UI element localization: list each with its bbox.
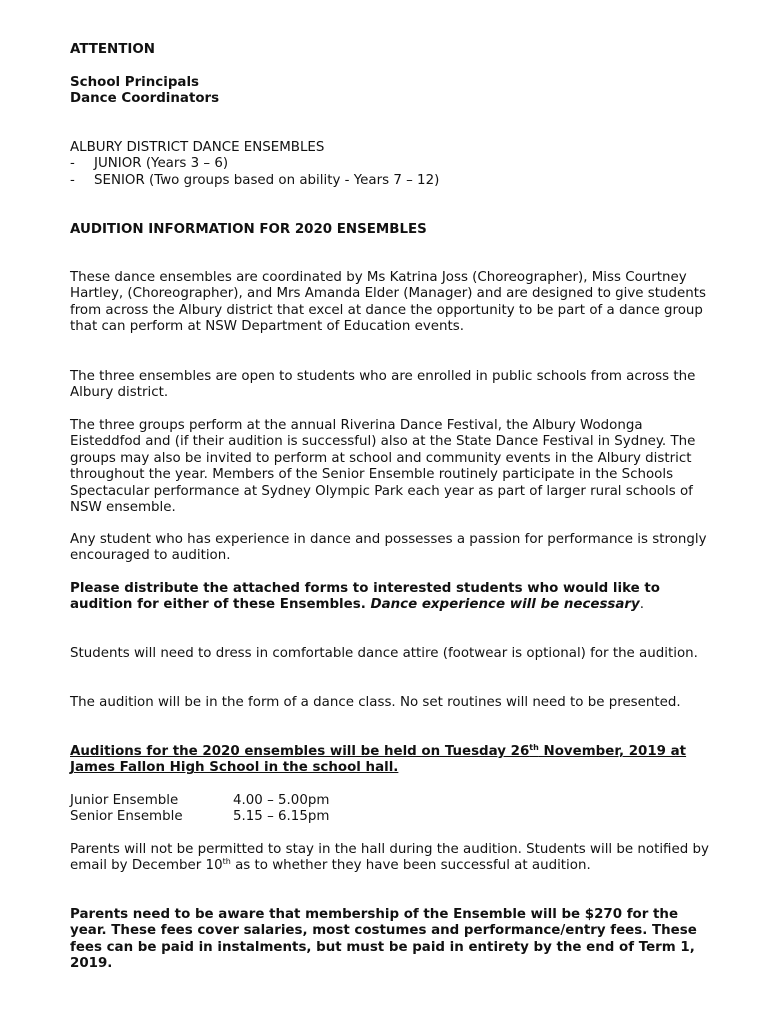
list-item-text: SENIOR (Two groups based on ability - Years 7 – 12) [94, 172, 440, 188]
paragraph-distribute-forms [70, 581, 710, 614]
schedule-row [70, 809, 710, 825]
audition-heading: AUDITION INFORMATION FOR 2020 ENSEMBLES [70, 222, 427, 237]
paragraph-encouragement: Any student who has experience in dance and possesses a passion for performance is strongly encouraged to audition. [70, 532, 707, 564]
list-item-text: JUNIOR (Years 3 – 6) [94, 156, 229, 172]
paragraph-notification [70, 842, 710, 875]
paragraph-coordinators: These dance ensembles are coordinated by Ms Katrina Joss (Choreographer), Miss Courtney Hartley, (Choreographer), and Mrs Amanda Elder (Manager) and are designed to give students from across the Albury district that excel at dance the opportunity to be part of a dance group that can perform at NSW Department of Education events. [70, 270, 706, 335]
notification-part-a: Parents will not be permitted to stay in the hall during the audition. Students will be notified by email by December 10 [70, 842, 709, 874]
distribute-end: . [639, 597, 645, 613]
paragraph-fees: Parents need to be aware that membership of the Ensemble will be $270 for the year. These fees cover salaries, most costumes and performance/entry fees. These fees can be paid in instalments, but must be paid in entirety by the end of Term 1, 2019. [70, 907, 697, 972]
paragraph-audition-date [70, 744, 710, 777]
schedule-row [70, 793, 710, 809]
list-dash: - [70, 156, 75, 172]
audition-date-part-a: Auditions for the 2020 ensembles will be held on Tuesday 26 [70, 744, 530, 759]
addressees [70, 75, 710, 108]
date-suffix: th [222, 857, 231, 867]
paragraph-format: The audition will be in the form of a dance class. No set routines will need to be presented. [70, 695, 681, 710]
ensembles-title: ALBURY DISTRICT DANCE ENSEMBLES [70, 140, 325, 155]
list-dash: - [70, 172, 75, 188]
list-item [70, 156, 710, 172]
paragraph-eligibility: The three ensembles are open to students who are enrolled in public schools from across the Albury district. [70, 369, 696, 401]
addressee-coordinators: Dance Coordinators [70, 91, 220, 107]
addressee-principals: School Principals [70, 75, 200, 90]
ensembles-list [70, 140, 710, 189]
attention-heading: ATTENTION [70, 42, 155, 57]
schedule-name: Junior Ensemble [70, 793, 179, 808]
experience-note: Dance experience will be necessary [370, 597, 640, 613]
schedule-time: 4.00 – 5.00pm [233, 793, 330, 808]
audition-date-part-b: November, 2019 at James Fallon High School in the school hall. [70, 744, 687, 776]
paragraph-attire: Students will need to dress in comfortable dance attire (footwear is optional) for the audition. [70, 646, 698, 661]
notification-part-b: as to whether they have been successful at audition. [230, 858, 591, 874]
list-item [70, 173, 710, 189]
schedule-time: 5.15 – 6.15pm [233, 809, 330, 825]
schedule [70, 793, 710, 826]
paragraph-performances: The three groups perform at the annual Riverina Dance Festival, the Albury Wodonga Eisteddfod and (if their audition is successful) also at the State Dance Festival in Sydney. The groups may also be invited to perform at school and community events in the Albury district throughout the year. Members of the Senior Ensemble routinely participate in the Schools Spectacular performance at Sydney Olympic Park each year as part of larger rural schools of NSW ensemble. [70, 418, 696, 516]
schedule-name: Senior Ensemble [70, 809, 183, 825]
distribute-text: Please distribute the attached forms to interested students who would like to audition for either of these Ensembles. [70, 581, 660, 613]
date-suffix: th [529, 743, 539, 752]
